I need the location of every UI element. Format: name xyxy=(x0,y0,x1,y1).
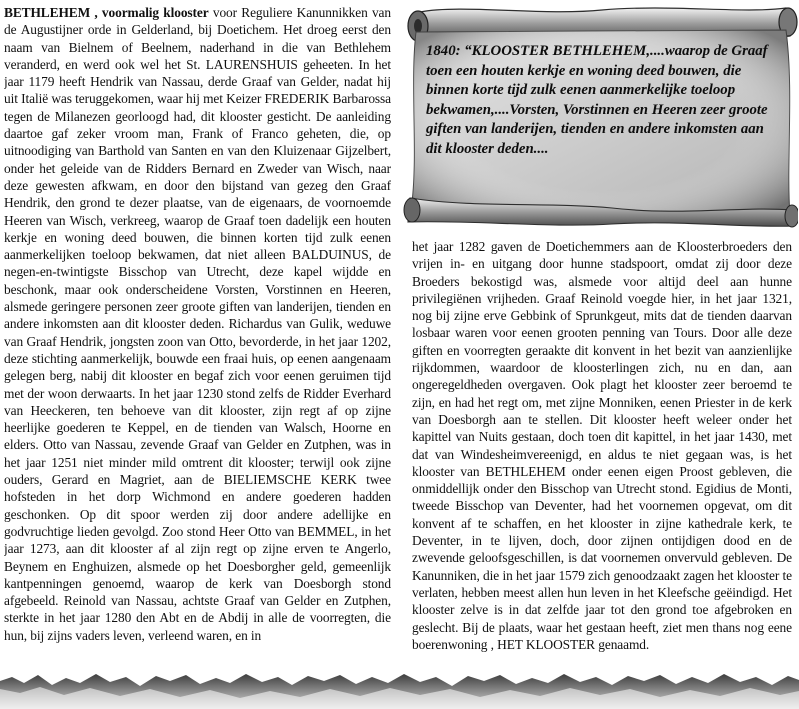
article-left-column xyxy=(4,4,391,669)
article-left-text: voor Reguliere Kanunnikken van de Augustijner orde in Gelderland, bij Doetichem. Het droeg eerst den naam van Bielnem of Beelnem, naderhand in die van Bethlehem veranderd, en werd ook wel het St. LAURENSHUIS geheeten. In het jaar 1179 heeft Hendrik van Nassau, derde Graaf van Gelder, nadat hij uit Italië was teruggekomen, waar hij met Keizer FREDERIK Barbarossa tegen de Milanezen georloogd had, dit klooster gesticht. De aanleiding daartoe gaf zeker vroom man, Frank of Franco geheten, die, op uitnoodiging van Barthold van Santen en van den Kluizenaar Gijzelbert, onder het geleide van de Ridders Bernard en Zweder van Wisch, naar deze gewesten afkwam, en door den bijstand van gezeg den Graaf Hendrik, den grond te dezer plaatse, van de eigenaars, de voornoemde Heeren van Wisch, verkreeg, waarop de Graaf toen dadelijk een houten kerkje en woning deed bouwen, die binnen korten tijd zulk eenen aanmerkelijken toeloop bekwamen, dat niet alleen BALDUINUS, de negen-en-twintigste Bisschop van Utrecht, deze kapel wijdde en beschonk, maar ook onderscheidene Vorsten, Vorstinnen en Heeren, alsmede geringere personen zeer groote giften van landerijen, tienden en andere inkomsten aan dit klooster deden. Richardus van Gulik, weduwe van Graaf Hendrik, jongsten zoon van Otto, bevorderde, in het jaar 1202, deze stichting aanmerkelijk, bouwde een fraai huis, op eenen aangenaam gelegen berg, nabij dit klooster en begaf zich voor eenen geruimen tijd met der woon derwaarts. In het jaar 1230 stond zelfs de Ridder Everhard van Heeckeren, ten behoeve van dit klooster, zijn regt af op zijne heerlijke goederen te Keppel, en de tienden van Walsch, Hoorne en elders. Otto van Nassau, zevende Graaf van Gelder en Zutphen, was in het jaar 1251 niet minder mild omtrent dit klooster; terwijl ook zijne ouders, Gerard en Magriet, aan de BIELIEMSCHE KERK twee hofsteden in het dorp Wichmond en andere goederen hadden geschonken. Op dit spoor werden zij door andere adellijke en godvruchtige lieden gevolgd. Zoo stond Heer Otto van BEMMEL, in het jaar 1273, aan dit klooster af al zijn regt op zijne erven te Angerlo, Beynem en Enghuizen, alsmede op het Doesborgher geld, gemeenlijk kantpenningen genoemd, waarop de kerk van Doesborgh stond afgebeeld. Reinold van Nassau, achtste Graaf van Gelder en Zutphen, sterkte in het jaar 1280 den Abt en de Abdij in alle de voorregten, die hun, bij zijns vaders leven, verleend waren, en in xyxy=(4,5,391,643)
article-lead-title: BETHLEHEM , voormalig klooster xyxy=(4,5,209,20)
scroll-quote: 1840: “KLOOSTER BETHLEHEM,....waarop de Graaf toen een houten kerkje en woning deed bouwen, die binnen korte tijd zulk eenen aanmerkelijke toeloop bekwamen,....Vorsten, Vorstinnen en Heeren zeer groote giften van landerijen, tienden en andere inkomsten aan dit klooster deden.... xyxy=(426,43,768,157)
torn-paper-edge xyxy=(0,671,799,709)
article-right-column: het jaar 1282 gaven de Doetichemmers aan de Kloosterbroeders den vrijen in- en uitgang door hunne stadspoort, omdat zij door deze Broeders bekostigd was, alsmede voor altijd deel aan hunne privilegiënen vrijheden. Graaf Reinold voegde hier, in het jaar 1321, nog bij zijne erve Gebbink of Sprunkgeut, mits dat de tienden daarvan losbaar waren voor eenen grooten penning van Tours. Door alle deze giften en voorregten geraakte dit konvent in het bezit van aanzienlijke rijkdommen, waardoor de kloosterlingen zich, nu en dan, aan ongeregeldheden overgaven. Ook plagt het klooster zeer beroemd te zijn, en had het regt om, met zijne Monniken, eenen Priester in de kerk van Doesborgh aan te stellen. Dit klooster heeft weleer onder het kapittel van Nuits gestaan, doch toen dit kapittel, in het jaar 1430, met dat van Windesheimvereenigd, en aldus te niet gegaan was, is het klooster van BETHLEHEM onder eenen eigen Proost gebleven, die onmiddellijk onder den Bisschop van Utrecht stond. Egidius de Monti, tweede Bisschop van Deventer, had het voornemen opgevat, om dit konvent af te schaffen, en het klooster in zijne kathedrale kerk, te Deventer, in te lijven, doch, door zijnen ontijdigen dood en de zwevende geloofsgeschillen, is dat voornemen onvervuld gebleven. De Kanunniken, die in het jaar 1579 zich genoodzaakt zagen het klooster te verlaten, hebben meest allen hun leven in het Kleefsche geëindigd. Het klooster zelve is in dat zelfde jaar tot den grond toe afgebroken en geslecht. Bij de plaats, waar het gestaan heeft, ziet men thans nog eene boerenwoning , HET KLOOSTER genaamd. xyxy=(412,239,792,652)
parchment-scroll xyxy=(402,2,798,230)
